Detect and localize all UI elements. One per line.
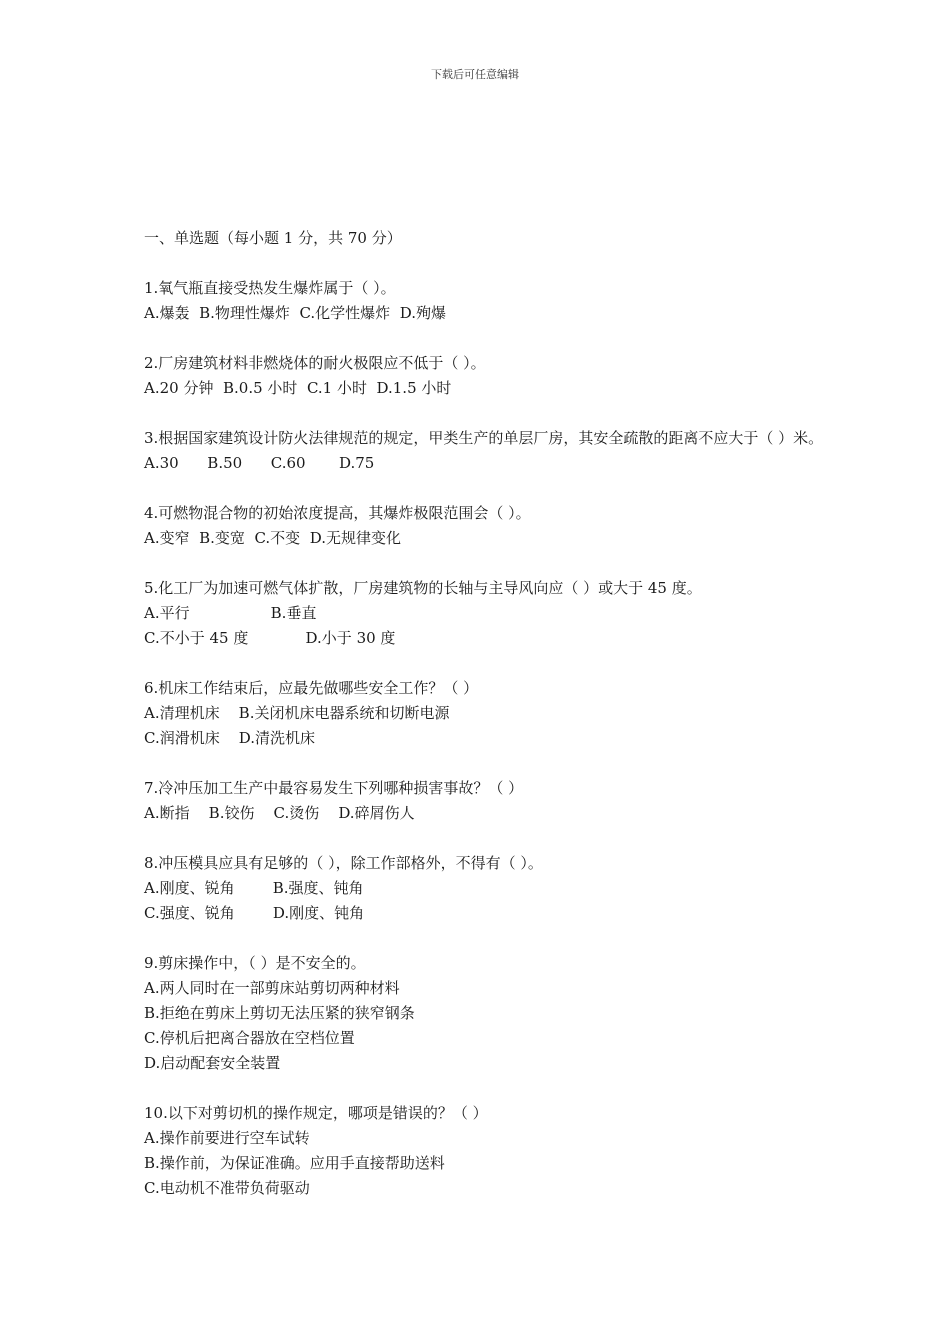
question-stem: 10.以下对剪切机的操作规定，哪项是错误的？（ ）	[144, 1104, 488, 1122]
question-2	[144, 351, 824, 401]
question-stem: 2.厂房建筑材料非燃烧体的耐火极限应不低于（ ）。	[144, 354, 486, 372]
question-4	[144, 501, 824, 551]
question-8	[144, 851, 824, 926]
question-options: C.停机后把离合器放在空档位置	[144, 1029, 355, 1047]
page-header: 下载后可任意编辑	[431, 68, 519, 81]
question-5	[144, 576, 824, 651]
question-stem: 5.化工厂为加速可燃气体扩散，厂房建筑物的长轴与主导风向应（ ）或大于 45 度。	[144, 579, 702, 597]
question-options: C.电动机不准带负荷驱动	[144, 1179, 310, 1197]
question-stem: 6.机床工作结束后，应最先做哪些安全工作？（ ）	[144, 679, 479, 697]
question-options: A.平行 B.垂直	[144, 604, 317, 622]
question-options: B.拒绝在剪床上剪切无法压紧的狭窄钢条	[144, 1004, 415, 1022]
section-title: 一、单选题（每小题 1 分，共 70 分）	[144, 229, 402, 247]
question-options: C.强度、锐角 D.刚度、钝角	[144, 904, 365, 922]
question-options: C.润滑机床 D.清洗机床	[144, 729, 316, 747]
question-options: A.20 分钟 B.0.5 小时 C.1 小时 D.1.5 小时	[144, 379, 452, 397]
question-options: A.两人同时在一部剪床站剪切两种材料	[144, 979, 400, 997]
question-stem: 4.可燃物混合物的初始浓度提高，其爆炸极限范围会（ ）。	[144, 504, 531, 522]
question-7	[144, 776, 824, 826]
question-stem: 9.剪床操作中，（ ）是不安全的。	[144, 954, 366, 972]
question-options: A.清理机床 B.关闭机床电器系统和切断电源	[144, 704, 450, 722]
question-1	[144, 276, 824, 326]
question-stem: 7.冷冲压加工生产中最容易发生下列哪种损害事故？（ ）	[144, 779, 524, 797]
question-stem: 3.根据国家建筑设计防火法律规范的规定，甲类生产的单层厂房，其安全疏散的距离不应大于（ ）米。	[144, 429, 824, 447]
question-options: A.操作前要进行空车试转	[144, 1129, 310, 1147]
question-stem: 8.冲压模具应具有足够的（ ），除工作部格外，不得有（ ）。	[144, 854, 543, 872]
question-options: B.操作前，为保证准确。应用手直接帮助送料	[144, 1154, 445, 1172]
question-10	[144, 1101, 824, 1201]
question-options: A.30 B.50 C.60 D.75	[144, 454, 375, 472]
question-9	[144, 951, 824, 1076]
question-3	[144, 426, 824, 476]
question-options: C.不小于 45 度 D.小于 30 度	[144, 629, 396, 647]
question-stem: 1.氧气瓶直接受热发生爆炸属于（ ）。	[144, 279, 396, 297]
question-options: A.爆轰 B.物理性爆炸 C.化学性爆炸 D.殉爆	[144, 304, 446, 322]
question-options: A.变窄 B.变宽 C.不变 D.无规律变化	[144, 529, 401, 547]
question-options: A.断指 B.铰伤 C.烫伤 D.碎屑伤人	[144, 804, 415, 822]
question-options: A.刚度、锐角 B.强度、钝角	[144, 879, 364, 897]
question-options: D.启动配套安全装置	[144, 1054, 281, 1072]
document-body	[144, 226, 824, 1226]
question-6	[144, 676, 824, 751]
